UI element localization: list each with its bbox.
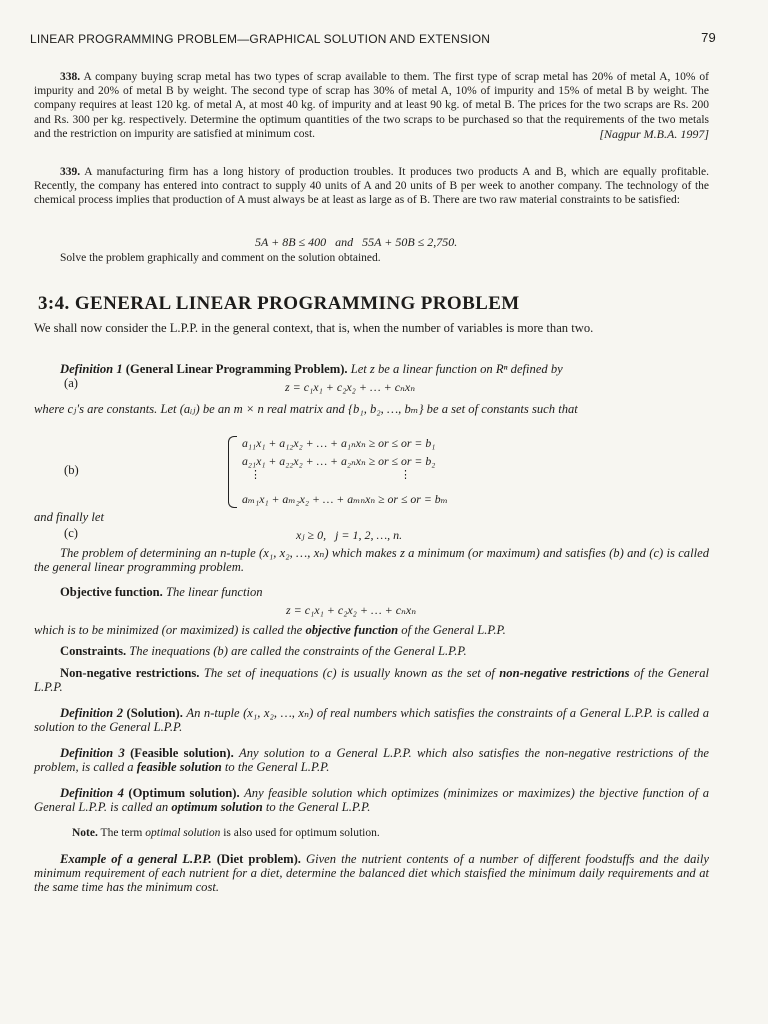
definition-1-matrix-text: where cⱼ's are constants. Let (aᵢⱼ) be an m × n real matrix and {b₁, b₂, …, bₘ} be a set of constants such that	[34, 402, 578, 416]
objective-text: The linear function	[166, 585, 263, 599]
note-label: Note.	[72, 827, 98, 839]
constraint-row-m: aₘ₁x₁ + aₘ₂x₂ + … + aₘₙxₙ ≥ or ≤ or = bₘ	[242, 492, 448, 506]
problem-338-number: 338.	[60, 71, 81, 83]
objective-after	[34, 623, 709, 637]
definition-3	[34, 746, 709, 774]
constraint-row-2: a₂₁x₁ + a₂₂x₂ + … + a₂ₙxₙ ≥ or ≤ or = b₂	[242, 454, 436, 468]
vertical-dots-right: ⋮	[400, 469, 411, 481]
problem-339-instruction: Solve the problem graphically and comment on the solution obtained.	[60, 252, 381, 264]
note-text-b: optimal solution	[145, 827, 221, 839]
constraints-para	[34, 644, 709, 658]
note-para	[34, 826, 709, 840]
definition-2	[34, 706, 709, 734]
problem-339-text: A manufacturing firm has a long history of production troubles. It produces two products A and B, which are equally profitable. Recently, the company has entered into contract to supply 40 units of A and 20 units of B per week to another company. The technology of the chemical process implies that production of A must always be at least as large as of B. There are two raw material constraints to be satisfied:	[34, 166, 710, 207]
example-label: Example of a general L.P.P.	[60, 852, 212, 866]
definition-3-text-c: to the General L.P.P.	[224, 760, 330, 775]
constraints-label: Constraints.	[60, 644, 127, 658]
problem-339	[34, 165, 709, 208]
definition-4-text-b: optimum solution	[171, 800, 263, 815]
objective-function-para	[34, 585, 709, 599]
note-text-c: is also used for optimum solution.	[223, 827, 380, 839]
vertical-dots-left: ⋮	[250, 469, 261, 481]
objective-after-b: objective function	[305, 623, 399, 637]
constraint-system-b	[228, 434, 518, 510]
nonneg-text-b: non-negative restrictions	[499, 666, 630, 680]
equation-a: z = c₁x₁ + c₂x₂ + … + cₙxₙ	[285, 380, 416, 394]
definition-4-text-a: Any feasible solution which optimizes (minimizes or maximizes) the bjective function of a General L.P.P. is called an	[34, 786, 710, 815]
nonneg-para	[34, 666, 709, 694]
label-c: (c)	[64, 526, 78, 540]
section-heading: 3:4. GENERAL LINEAR PROGRAMMING PROBLEM	[38, 293, 520, 314]
left-brace	[228, 436, 237, 508]
problem-339-constraints: 5A + 8B ≤ 400 and 55A + 50B ≤ 2,750.	[255, 235, 458, 249]
definition-1-conclusion-text: The problem of determining an n-tuple (x₁, x₂, …, xₙ) which makes z a minimum (or maximum) and satisfies (b) and (c) is called the general linear programming problem.	[34, 546, 709, 575]
definition-1-label: Definition 1	[60, 362, 123, 376]
definition-4	[34, 786, 709, 814]
example-text: Given the nutrient contents of a number of different foodstuffs and the daily minimum requirement of each nutrient for a diet, determine the balanced diet which staisfied the minimum daily requirements and at the same time has the minimum cost.	[34, 852, 709, 895]
note-text-a: The term	[100, 827, 143, 839]
objective-equation: z = c₁x₁ + c₂x₂ + … + cₙxₙ	[286, 603, 417, 617]
example-title: (Diet problem).	[216, 852, 301, 866]
nonneg-text-a: The set of inequations (c) is usually known as the set of	[203, 666, 495, 680]
definition-3-label: Definition 3	[60, 746, 125, 760]
nonneg-label: Non-negative restrictions.	[60, 666, 200, 680]
definition-2-label: Definition 2	[60, 706, 123, 720]
label-a: (a)	[64, 376, 78, 390]
finally-let: and finally let	[34, 510, 104, 524]
objective-after-a: which is to be minimized (or maximized) is called the	[34, 623, 303, 637]
definition-3-title: (Feasible solution).	[130, 746, 234, 760]
definition-1-title: (General Linear Programming Problem).	[125, 362, 348, 376]
definition-1-conclusion	[34, 546, 709, 574]
definition-3-text-a: Any solution to a General L.P.P. which also satisfies the non-negative restrictions of the problem, is called a	[34, 746, 710, 775]
problem-338	[34, 70, 709, 141]
definition-4-title: (Optimum solution).	[128, 786, 240, 800]
definition-4-text-c: to the General L.P.P.	[265, 800, 371, 815]
problem-338-citation: [Nagpur M.B.A. 1997]	[599, 126, 709, 141]
problem-339-number: 339.	[60, 166, 81, 178]
definition-3-text-b: feasible solution	[136, 760, 222, 775]
running-title: LINEAR PROGRAMMING PROBLEM—GRAPHICAL SOLUTION AND EXTENSION	[30, 32, 491, 46]
nonneg-text-c: of the General L.P.P.	[34, 666, 710, 695]
definition-2-text: An n-tuple (x₁, x₂, …, xₙ) of real numbers which satisfies the constraints of a General L.P.P. is called a solution to the General L.P.P.	[34, 706, 710, 735]
objective-label: Objective function.	[60, 585, 163, 599]
section-intro: We shall now consider the L.P.P. in the general context, that is, when the number of variables is more than two.	[34, 321, 594, 335]
definition-1-text: Let z be a linear function on Rⁿ defined by	[350, 362, 563, 376]
constraints-text: The inequations (b) are called the constraints of the General L.P.P.	[129, 644, 467, 658]
definition-4-label: Definition 4	[60, 786, 124, 800]
page-number: 79	[701, 30, 716, 45]
definition-1	[34, 362, 709, 376]
example-para	[34, 852, 709, 895]
problem-338-text: A company buying scrap metal has two types of scrap available to them. The first type of scrap metal has 20% of metal A, 10% of impurity and 20% of metal B by weight. The second type of scrap has 30% of metal A, 10% of impurity and 15% of metal B by weight. The company requires at least 120 kg. of metal A, at most 40 kg. of impurity and at least 90 kg. of metal B. The prices for the two scraps are Rs. 200 and Rs. 300 per kg. respectively. Determine the optimum quantities of the two scraps to be purchased so that the requirements of the two metals and the restriction on impurity are satisfied at minimum cost.	[34, 71, 709, 140]
objective-after-c: of the General L.P.P.	[401, 623, 506, 637]
constraint-row-1: a₁₁x₁ + a₁₂x₂ + … + a₁ₙxₙ ≥ or ≤ or = b₁	[242, 436, 436, 450]
definition-2-title: (Solution).	[126, 706, 183, 720]
running-header	[30, 32, 716, 52]
label-b: (b)	[64, 463, 79, 477]
equation-c: xⱼ ≥ 0, j = 1, 2, …, n.	[296, 528, 403, 542]
